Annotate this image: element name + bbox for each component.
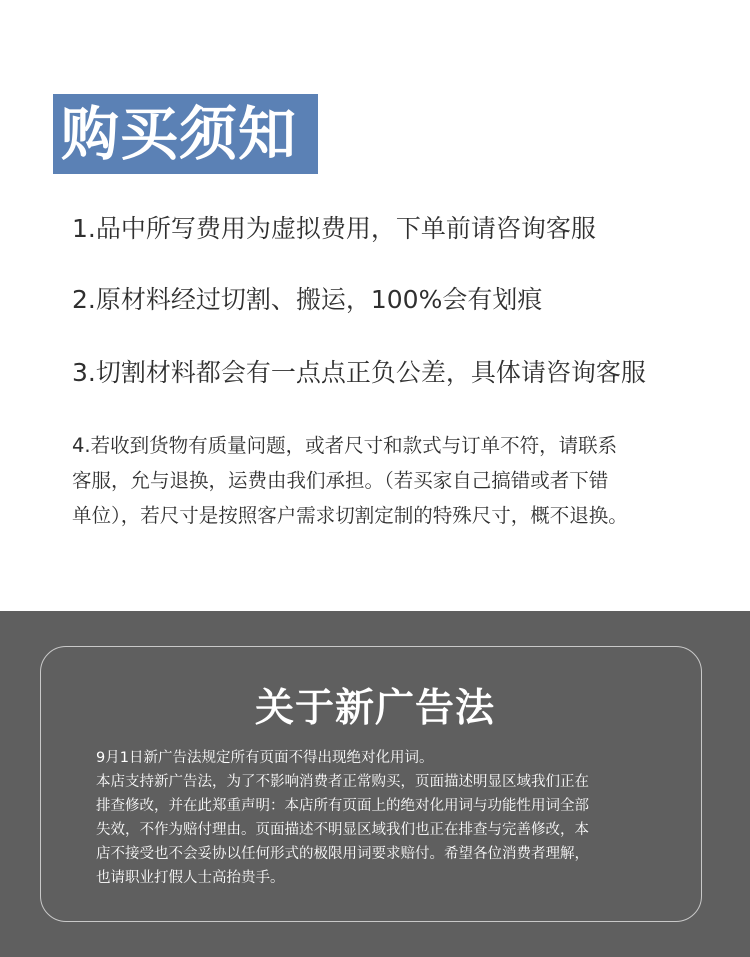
notice-title: 购买须知 — [61, 100, 298, 168]
notice-item-4 — [72, 428, 692, 533]
ad-law-body — [96, 746, 676, 890]
ad-law-line-5: 店不接受也不会妥协以任何形式的极限用词要求赔付。希望各位消费者理解， — [96, 846, 589, 862]
ad-law-line-3: 排查修改，并在此郑重声明：本店所有页面上的绝对化用词与功能性用词全部 — [96, 798, 589, 814]
ad-law-title: 关于新广告法 — [254, 686, 495, 731]
notice-item-4-line-3: 单位），若尺寸是按照客户需求切割定制的特殊尺寸，概不退换。 — [72, 504, 628, 527]
ad-law-line-2: 本店支持新广告法，为了不影响消费者正常购买，页面描述明显区域我们正在 — [96, 774, 589, 790]
notice-item-4-line-1: 4.若收到货物有质量问题，或者尺寸和款式与订单不符，请联系 — [72, 434, 618, 457]
notice-item-3: 3.切割材料都会有一点点正负公差，具体请咨询客服 — [72, 358, 646, 387]
ad-law-line-1: 9月1日新广告法规定所有页面不得出现绝对化用词。 — [96, 750, 434, 766]
ad-law-line-6: 也请职业打假人士高抬贵手。 — [96, 870, 285, 886]
notice-item-1: 1.品中所写费用为虚拟费用，下单前请咨询客服 — [72, 214, 596, 243]
notice-item-4-line-2: 客服，允与退换，运费由我们承担。（若买家自己搞错或者下错 — [72, 469, 609, 492]
notice-item-2: 2.原材料经过切割、搬运，100%会有划痕 — [72, 285, 543, 314]
notice-title-banner — [53, 94, 318, 174]
ad-law-section — [0, 611, 750, 957]
ad-law-line-4: 失效，不作为赔付理由。页面描述不明显区域我们也正在排查与完善修改，本 — [96, 822, 589, 838]
